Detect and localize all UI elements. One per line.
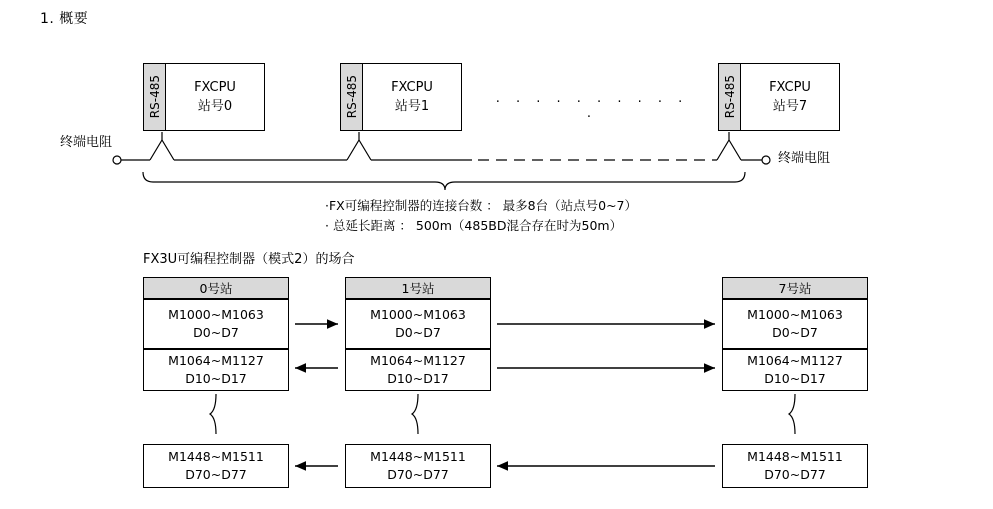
plc-name: FXCPU <box>391 79 433 95</box>
cell-line1: M1064~M1127 <box>370 352 466 368</box>
station-header-0: 0号站 <box>143 277 289 299</box>
cell-line1: M1000~M1063 <box>370 306 466 322</box>
cell-line2: D0~D7 <box>395 325 441 340</box>
cell-line2: D70~D77 <box>764 467 826 482</box>
cell-line2: D10~D17 <box>185 371 247 386</box>
cell-line1: M1448~M1511 <box>370 448 466 464</box>
rs485-port-label: RS-485 <box>341 64 363 130</box>
plc-station: 站号1 <box>394 99 430 114</box>
plc-name: FXCPU <box>769 79 811 95</box>
cell-line2: D70~D77 <box>387 467 449 482</box>
cell-line1: M1064~M1127 <box>747 352 843 368</box>
cell-line2: D10~D17 <box>387 371 449 386</box>
cell-line2: D0~D7 <box>193 325 239 340</box>
sub-caption: FX3U可编程控制器（模式2）的场合 <box>143 252 355 267</box>
plc-name: FXCPU <box>194 79 236 95</box>
rs485-port-label: RS-485 <box>719 64 741 130</box>
cell-line1: M1448~M1511 <box>747 448 843 464</box>
cell-line1: M1000~M1063 <box>747 306 843 322</box>
terminal-resistor-left-label: 终端电阻 <box>60 135 113 150</box>
page-title: 1. 概要 <box>40 11 89 27</box>
cell-line2: D70~D77 <box>185 467 247 482</box>
terminal-resistor-right-label: 终端电阻 <box>778 151 831 166</box>
note-total-distance: · 总延长距离 ： 500m（485BD混合存在时为50m） <box>325 218 623 233</box>
cell-line1: M1064~M1127 <box>168 352 264 368</box>
cell-line1: M1448~M1511 <box>168 448 264 464</box>
plc-station: 站号7 <box>772 99 808 114</box>
rs485-port-label: RS-485 <box>144 64 166 130</box>
note-connection-count: ·FX可编程控制器的连接台数 ： 最多8台（站点号0~7） <box>325 198 638 213</box>
cell-line1: M1000~M1063 <box>168 306 264 322</box>
plc-station: 站号0 <box>197 99 233 114</box>
station-header-7: 7号站 <box>722 277 868 299</box>
cell-line2: D0~D7 <box>772 325 818 340</box>
cell-line2: D10~D17 <box>764 371 826 386</box>
ellipsis-dots: · · · · · · · · · · · <box>495 95 689 125</box>
station-header-1: 1号站 <box>345 277 491 299</box>
